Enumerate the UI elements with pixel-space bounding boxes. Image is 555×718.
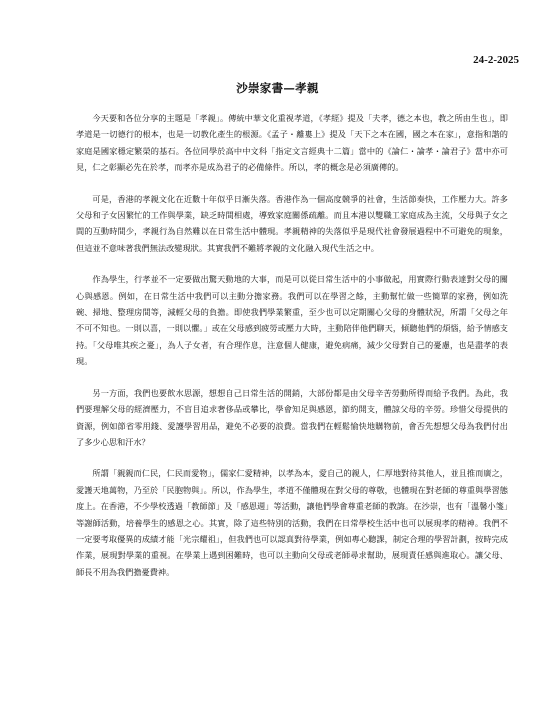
paragraph: 今天要和各位分享的主題是「孝親」。傳統中華文化重視孝道，《孝經》提及「夫孝，德之本也，教之所由生也」，即孝道是一切德行的根本，也是一切教化產生的根源。《孟子・離婁上》提及「天下之本在國，國之本在家」，意指和諧的家庭是國家穩定繁榮的基石。各位同學於高中中文科「指定文言經典十二篇」當中的《論仁・論孝・論君子》當中亦可見，仁之彰顯必先在於孝，而孝亦是成為君子的必備條件。所以，孝的概念是必須廣傳的。 (76, 113, 508, 173)
paragraph: 可是，香港的孝親文化在近數十年似乎日漸失落。香港作為一個高度競爭的社會，生活節奏快，工作壓力大。許多父母和子女因繁忙的工作與學業，缺乏時間相處，導致家庭關係疏離。而且本港以雙職工家庭成為主流，父母與子女之間的互動時間少，孝親行為自然難以在日常生活中體現。孝親精神的失落似乎是現代社會發展過程中不可避免的現象，但這並不意味著我們無法改變現狀。其實我們不難將孝親的文化融入現代生活之中。 (76, 193, 508, 253)
document-body (76, 110, 508, 595)
document-date: 24-2-2025 (473, 54, 519, 66)
document-title: 沙崇家書—孝親 (236, 81, 319, 95)
paragraph: 所謂「親親而仁民，仁民而愛物」，儒家仁愛精神，以孝為本，愛自己的親人，仁厚地對待其他人，並且推而廣之，愛護天地萬物，乃至於「民胞物與」。所以，作為學生，孝道不僅體現在對父母的尊敬，也體現在對老師的尊重與學習態度上。在香港，不少學校透過「教師節」及「感恩週」等活動，讓他們學會尊重老師的教誨。在沙崇，也有「溫馨小箋」等謝師活動，培養學生的感恩之心。其實，除了這些特別的活動，我們在日常學校生活中也可以展現孝的精神。我們不一定要考取優異的成績才能「光宗耀祖」，但我們也可以認真對待學業，例如專心聽課，制定合理的學習計劃，按時完成作業，展現對學業的重視。在學業上遇到困難時，也可以主動向父母或老師尋求幫助，展現責任感與進取心。讓父母、師長不用為我們擔憂費神。 (76, 468, 508, 577)
paragraph: 另一方面，我們也要飲水思源，想想自己日常生活的開銷，大部份都是由父母辛苦勞動所得而給予我們。為此，我們要理解父母的經濟壓力，不盲目追求奢侈品或攀比，學會知足與感恩，節約開支，體諒父母的辛勞。珍惜父母提供的資源，例如節省零用錢、愛護學習用品，避免不必要的浪費。當我們在輕鬆愉快地購物前，會否先想想父母為我們付出了多少心思和汗水？ (76, 387, 508, 447)
paragraph: 作為學生，行孝並不一定要做出驚天動地的大事，而是可以從日常生活中的小事做起，用實際行動表達對父母的關心與感恩。例如，在日常生活中我們可以主動分擔家務。我們可以在學習之餘，主動幫忙做一些簡單的家務，例如洗碗、掃地、整理房間等，減輕父母的負擔。即使我們學業繁重，至少也可以定期關心父母的身體狀況，所謂「父母之年不可不知也。一則以喜，一則以懼。」或在父母感到疲勞或壓力大時，主動陪伴他們聊天，傾聽他們的煩惱，給予情感支持。「父母唯其疾之憂」，為人子女者，有合理作息，注意個人健康，避免病痛，減少父母對自己的憂慮，也是盡孝的表現。 (76, 274, 508, 367)
